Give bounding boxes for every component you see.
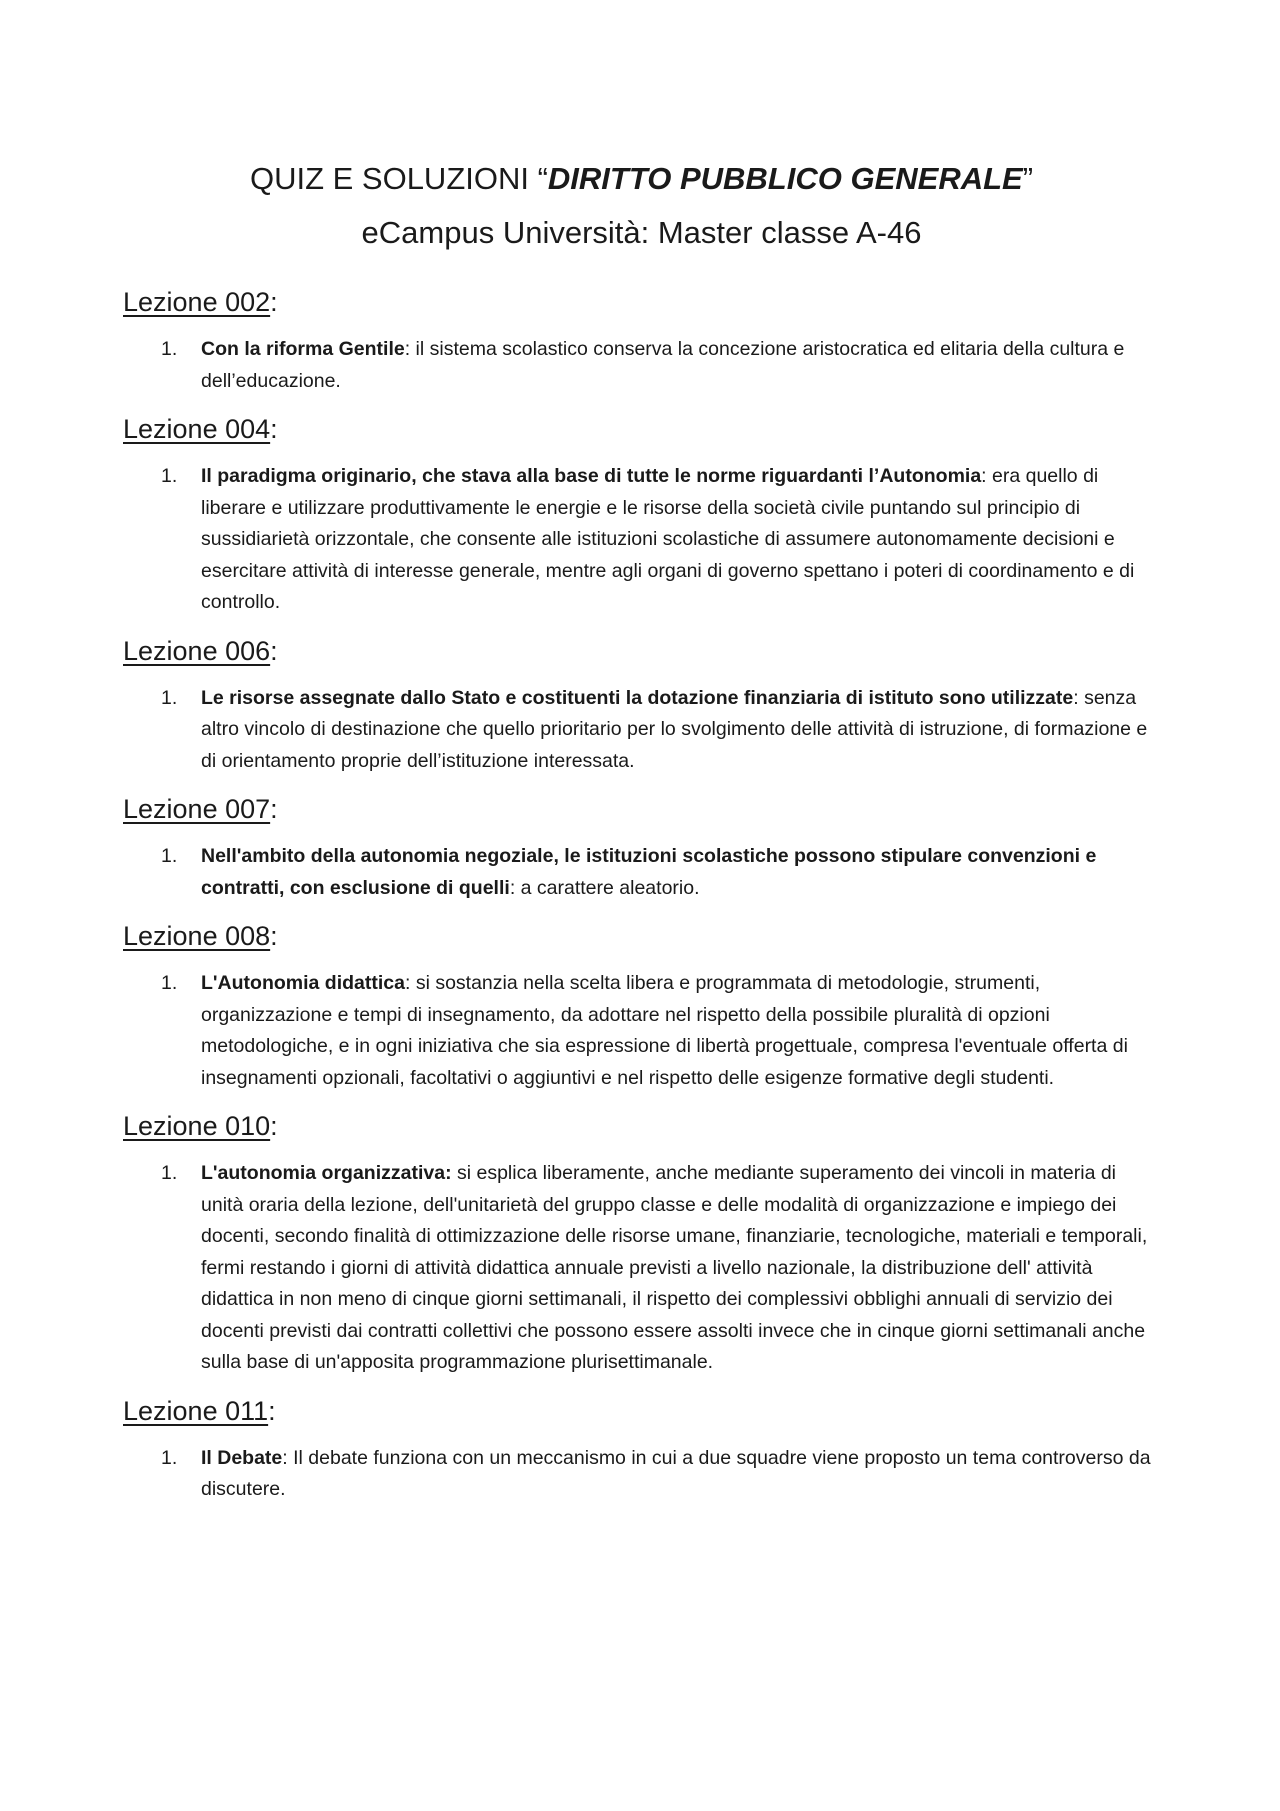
question-text bbox=[201, 1443, 1160, 1506]
lesson-name: Lezione 007 bbox=[123, 794, 271, 824]
question-answer: : il sistema scolastico conserva la concezione aristocratica ed elitaria della cultura e dell’educazione. bbox=[201, 338, 1125, 392]
lesson-002 bbox=[123, 284, 1160, 397]
question-prompt: Il paradigma originario, che stava alla base di tutte le norme riguardanti l’Autonomia bbox=[201, 465, 982, 487]
lesson-heading bbox=[123, 633, 1160, 669]
question-number: 1. bbox=[161, 465, 178, 487]
question-text bbox=[201, 334, 1160, 397]
lesson-heading bbox=[123, 791, 1160, 827]
lesson-heading-colon: : bbox=[270, 287, 278, 317]
question-item bbox=[123, 461, 1160, 619]
question-text bbox=[201, 1158, 1160, 1379]
question-text bbox=[201, 968, 1160, 1094]
lesson-heading bbox=[123, 284, 1160, 320]
question-text bbox=[201, 683, 1160, 778]
question-answer: : era quello di liberare e utilizzare produttivamente le energie e le risorse della società civile puntando sul principio di sussidiarietà orizzontale, che consente alle istituzioni scolastiche di assumere autonomamente decisioni e esercitare attività di interesse generale, mentre agli organi di governo spettano i poteri di coordinamento e di controllo. bbox=[201, 465, 1135, 613]
title-subject: DIRITTO PUBBLICO GENERALE bbox=[547, 161, 1023, 196]
lesson-heading bbox=[123, 918, 1160, 954]
question-answer: si esplica liberamente, anche mediante superamento dei vincoli in materia di unità oraria della lezione, dell'unitarietà del gruppo classe e delle modalità di organizzazione e impiego dei docenti, secondo finalità di ottimizzazione delle risorse umane, finanziarie, tecnologiche, materiali e temporali, fermi restando i giorni di attività didattica annuale previsti a livello nazionale, la distribuzione dell' attività didattica in non meno di cinque giorni settimanali, il rispetto dei complessivi obblighi annuali di servizio dei docenti previsti dai contratti collettivi che possono essere assolti invece che in cinque giorni settimanali anche sulla base di un'apposita programmazione plurisettimanale. bbox=[201, 1162, 1148, 1373]
question-answer: : senza altro vincolo di destinazione che quello prioritario per lo svolgimento delle attività di istruzione, di formazione e di orientamento proprie dell’istituzione interessata. bbox=[201, 686, 1148, 772]
question-number: 1. bbox=[161, 1162, 178, 1184]
lesson-name: Lezione 011 bbox=[123, 1395, 269, 1426]
lesson-004 bbox=[123, 411, 1160, 619]
title-prefix: QUIZ E SOLUZIONI “ bbox=[249, 161, 548, 196]
lesson-name: Lezione 010 bbox=[123, 1111, 271, 1141]
lesson-heading-colon: : bbox=[270, 1111, 278, 1141]
question-answer: : a carattere aleatorio. bbox=[509, 876, 700, 899]
question-item bbox=[123, 1443, 1160, 1506]
question-text bbox=[201, 841, 1160, 904]
question-prompt: Il Debate bbox=[201, 1446, 283, 1469]
lesson-heading-colon: : bbox=[268, 1395, 276, 1426]
title-suffix: ” bbox=[1022, 161, 1034, 196]
question-item bbox=[123, 1158, 1160, 1379]
question-prompt: L'autonomia organizzativa: bbox=[201, 1162, 452, 1184]
lesson-heading-colon: : bbox=[270, 635, 278, 666]
lesson-010 bbox=[123, 1108, 1160, 1379]
question-text bbox=[201, 461, 1160, 619]
question-prompt: Con la riforma Gentile bbox=[201, 338, 405, 360]
question-prompt: L'Autonomia didattica bbox=[201, 972, 405, 994]
lesson-heading bbox=[123, 411, 1160, 447]
document-title bbox=[123, 152, 1160, 206]
lesson-name: Lezione 004 bbox=[123, 414, 271, 444]
question-item bbox=[123, 334, 1160, 397]
question-number: 1. bbox=[161, 972, 178, 994]
question-item bbox=[123, 968, 1160, 1094]
question-number: 1. bbox=[161, 686, 178, 709]
lesson-011 bbox=[123, 1393, 1160, 1506]
lesson-008 bbox=[123, 918, 1160, 1094]
lesson-006 bbox=[123, 633, 1160, 778]
question-number: 1. bbox=[161, 845, 178, 867]
lesson-heading-colon: : bbox=[270, 794, 278, 824]
question-number: 1. bbox=[161, 1446, 178, 1469]
question-prompt: Nell'ambito della autonomia negoziale, le istituzioni scolastiche possono stipulare convenzioni e contratti, con esclusione di quelli bbox=[201, 845, 1097, 899]
question-prompt: Le risorse assegnate dallo Stato e costituenti la dotazione finanziaria di istituto sono utilizzate bbox=[201, 686, 1074, 709]
lesson-heading bbox=[123, 1393, 1160, 1429]
question-answer: : si sostanzia nella scelta libera e programmata di metodologie, strumenti, organizzazione e tempi di insegnamento, da adottare nel rispetto della possibile pluralità di opzioni metodologiche, e in ogni iniziativa che sia espressione di libertà progettuale, compresa l'eventuale offerta di insegnamenti opzionali, facoltativi o aggiuntivi e nel rispetto delle esigenze formative degli studenti. bbox=[201, 972, 1128, 1089]
lesson-name: Lezione 008 bbox=[123, 921, 271, 951]
document-subtitle: eCampus Università: Master classe A-46 bbox=[361, 215, 922, 250]
question-item bbox=[123, 683, 1160, 778]
question-item bbox=[123, 841, 1160, 904]
lesson-heading-colon: : bbox=[270, 414, 278, 444]
lesson-name: Lezione 002 bbox=[123, 287, 271, 317]
lesson-heading-colon: : bbox=[270, 921, 278, 951]
document-header bbox=[123, 152, 1160, 260]
lesson-name: Lezione 006 bbox=[123, 635, 271, 666]
question-answer: : Il debate funziona con un meccanismo in cui a due squadre viene proposto un tema controverso da discutere. bbox=[201, 1446, 1151, 1500]
lesson-007 bbox=[123, 791, 1160, 904]
question-number: 1. bbox=[161, 338, 178, 360]
lesson-heading bbox=[123, 1108, 1160, 1144]
